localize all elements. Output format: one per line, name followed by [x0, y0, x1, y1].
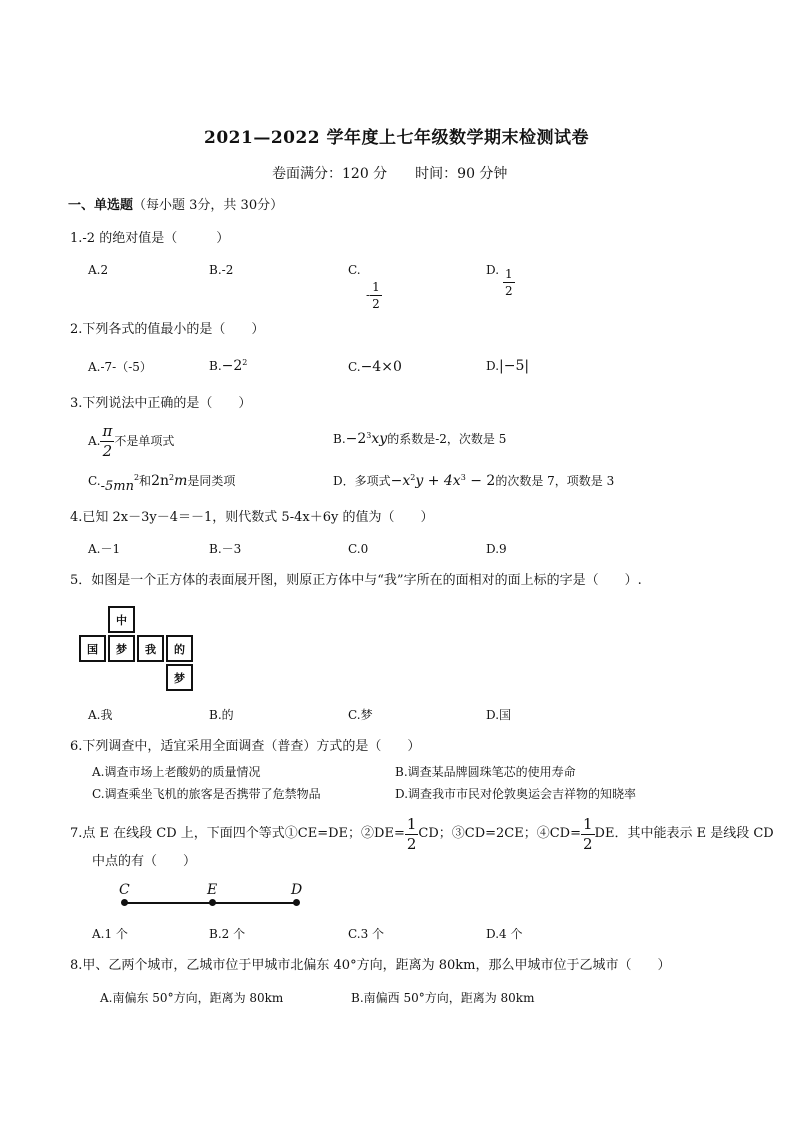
q3-option-a [88, 424, 174, 459]
q8-option-b: B.南偏西 50°方向，距离为 80km [351, 991, 535, 1005]
q1-option-c [366, 281, 382, 310]
q7-stem-line2: 中点的有（ ） [92, 854, 197, 869]
q2-option-c [348, 360, 402, 374]
section-heading [68, 199, 283, 212]
q3-a-label: A. [88, 434, 101, 448]
point-e [209, 899, 216, 906]
q3-c-and: 和 [139, 474, 152, 488]
q6-option-a: A.调查市场上老酸奶的质量情况 [92, 765, 261, 779]
q1-c-sign: - [366, 288, 371, 302]
label-e: E [207, 882, 218, 898]
question-1-stem: 1.-2 的绝对值是（ ） [70, 231, 230, 246]
q3-b-label: B. [333, 432, 346, 446]
q4-option-b: B.－3 [209, 542, 242, 556]
exam-info: 卷面满分：120 分 时间：90 分钟 [272, 166, 508, 182]
q3-b-text: 的系数是-2，次数是 5 [387, 432, 507, 446]
q7-option-b: B.2 个 [209, 927, 246, 941]
q2-b-expr: −2 [221, 358, 243, 374]
q3-option-d [333, 474, 614, 488]
q2-d-expr: |−5| [499, 358, 530, 374]
q1-d-fraction [503, 268, 515, 297]
q3-d-exponent-b: 3 [460, 473, 466, 482]
q3-d-label: D．多项式 [333, 474, 391, 488]
question-5-stem: 5．如图是一个正方体的表面展开图，则原正方体中与“我”字所在的面相对的面上标的字是（ ）. [70, 573, 642, 588]
q7-option-a: A.1 个 [92, 927, 128, 941]
q2-option-a: A.-7-（-5） [88, 360, 152, 374]
q7-f2-numerator: 1 [583, 815, 593, 833]
q3-option-c [88, 473, 236, 494]
q7-stem-part3: DE．其中能表示 E 是线段 CD [594, 826, 774, 841]
q6-option-d: D.调查我市市民对伦敦奥运会吉祥物的知晓率 [395, 787, 637, 801]
q3-d-exponent-a: 2 [410, 473, 416, 482]
q7-stem-part1: 7.点 E 在线段 CD 上，下面四个等式①CE=DE；②DE= [70, 826, 405, 841]
q1-c-denominator: 2 [372, 297, 380, 311]
q8-option-a: A.南偏东 50°方向，距离为 80km [100, 991, 284, 1005]
page-title: 2021—2022 学年度上七年级数学期末检测试卷 [204, 128, 590, 148]
q3-c-text: 是同类项 [187, 474, 236, 488]
net-face-1: 国 [79, 635, 106, 662]
label-c: C [119, 882, 130, 898]
q7-option-d: D.4 个 [486, 927, 523, 941]
point-c [121, 899, 128, 906]
q3-c-term2: 2n [151, 473, 169, 489]
section-title: 一、单选题 [68, 198, 134, 213]
question-2-stem: 2.下列各式的值最小的是（ ） [70, 322, 265, 337]
q3-b-expr: −2 [345, 431, 367, 447]
q5-option-d: D.国 [486, 708, 512, 722]
q7-f2-denominator: 2 [583, 835, 593, 853]
section-note: （每小题 3分，共 30分） [133, 198, 284, 213]
q3-a-numerator: π [102, 422, 113, 440]
question-7-stem [70, 817, 774, 852]
q5-option-c: C.梦 [348, 708, 373, 722]
q3-c-exponent1: 2 [133, 473, 140, 482]
q3-c-exponent2: 2 [169, 473, 175, 482]
q3-a-text: 不是单项式 [114, 434, 175, 448]
q3-c-label: C. [88, 474, 101, 488]
q2-c-label: C. [348, 360, 361, 374]
question-8-stem: 8.甲、乙两个城市，乙城市位于甲城市北偏东 40°方向，距离为 80km，那么甲城市位于乙城市（ ） [70, 958, 671, 973]
question-3-stem: 3.下列说法中正确的是（ ） [70, 396, 252, 411]
net-face-2: 梦 [108, 635, 135, 662]
q3-a-denominator: 2 [102, 442, 113, 460]
q3-b-variable: xy [371, 431, 388, 447]
q6-option-c: C.调查乘坐飞机的旅客是否携带了危禁物品 [92, 787, 321, 801]
q1-c-numerator: 1 [372, 280, 380, 294]
q3-d-term-c: − 2 [465, 473, 496, 489]
q1-d-denominator: 2 [505, 284, 513, 298]
q3-c-term1: -5mn [100, 479, 134, 494]
q2-b-exponent: 2 [242, 358, 248, 367]
q2-b-label: B. [209, 359, 222, 373]
q1-option-d [503, 268, 515, 297]
question-4-stem: 4.已知 2x－3y－4＝－1，则代数式 5-4x＋6y 的值为（ ） [70, 510, 434, 525]
q7-fraction-1 [405, 817, 419, 852]
point-d [293, 899, 300, 906]
q2-option-d [486, 359, 529, 373]
q1-c-fraction [370, 281, 382, 310]
q3-d-term-a: −x [390, 473, 411, 489]
q4-option-d: D.9 [486, 542, 507, 556]
q3-c-variable: m [174, 473, 188, 489]
q1-option-c-label: C. [348, 263, 361, 277]
q3-option-b [333, 432, 506, 446]
q7-stem-part2: CD；③CD=2CE；④CD= [418, 826, 581, 841]
q1-option-b: B.-2 [209, 263, 234, 277]
q3-d-text: 的次数是 7，项数是 3 [495, 474, 615, 488]
net-face-4: 的 [166, 635, 193, 662]
q5-option-b: B.的 [209, 708, 234, 722]
q1-option-d-label: D. [486, 263, 500, 277]
net-face-3: 我 [137, 635, 164, 662]
net-face-top: 中 [108, 606, 135, 633]
net-face-bottom: 梦 [166, 664, 193, 691]
q1-option-a: A.2 [88, 263, 109, 277]
q2-c-expr: −4×0 [360, 359, 402, 375]
q2-d-label: D. [486, 359, 500, 373]
q3-a-fraction [100, 424, 114, 459]
question-6-stem: 6.下列调查中，适宜采用全面调查（普查）方式的是（ ） [70, 739, 421, 754]
q3-d-term-b: y + 4x [415, 473, 461, 489]
q7-f1-numerator: 1 [406, 815, 417, 833]
q7-option-c: C.3 个 [348, 927, 385, 941]
q3-b-exponent: 3 [366, 431, 372, 440]
q4-option-a: A.－1 [88, 542, 121, 556]
q7-f1-denominator: 2 [406, 835, 417, 853]
q7-fraction-2 [581, 817, 595, 852]
q2-option-b [209, 359, 247, 373]
q4-option-c: C.0 [348, 542, 369, 556]
q6-option-b: B.调查某品牌圆珠笔芯的使用寿命 [395, 765, 576, 779]
q5-option-a: A.我 [88, 708, 113, 722]
label-d: D [291, 882, 303, 898]
q1-d-numerator: 1 [505, 267, 513, 281]
